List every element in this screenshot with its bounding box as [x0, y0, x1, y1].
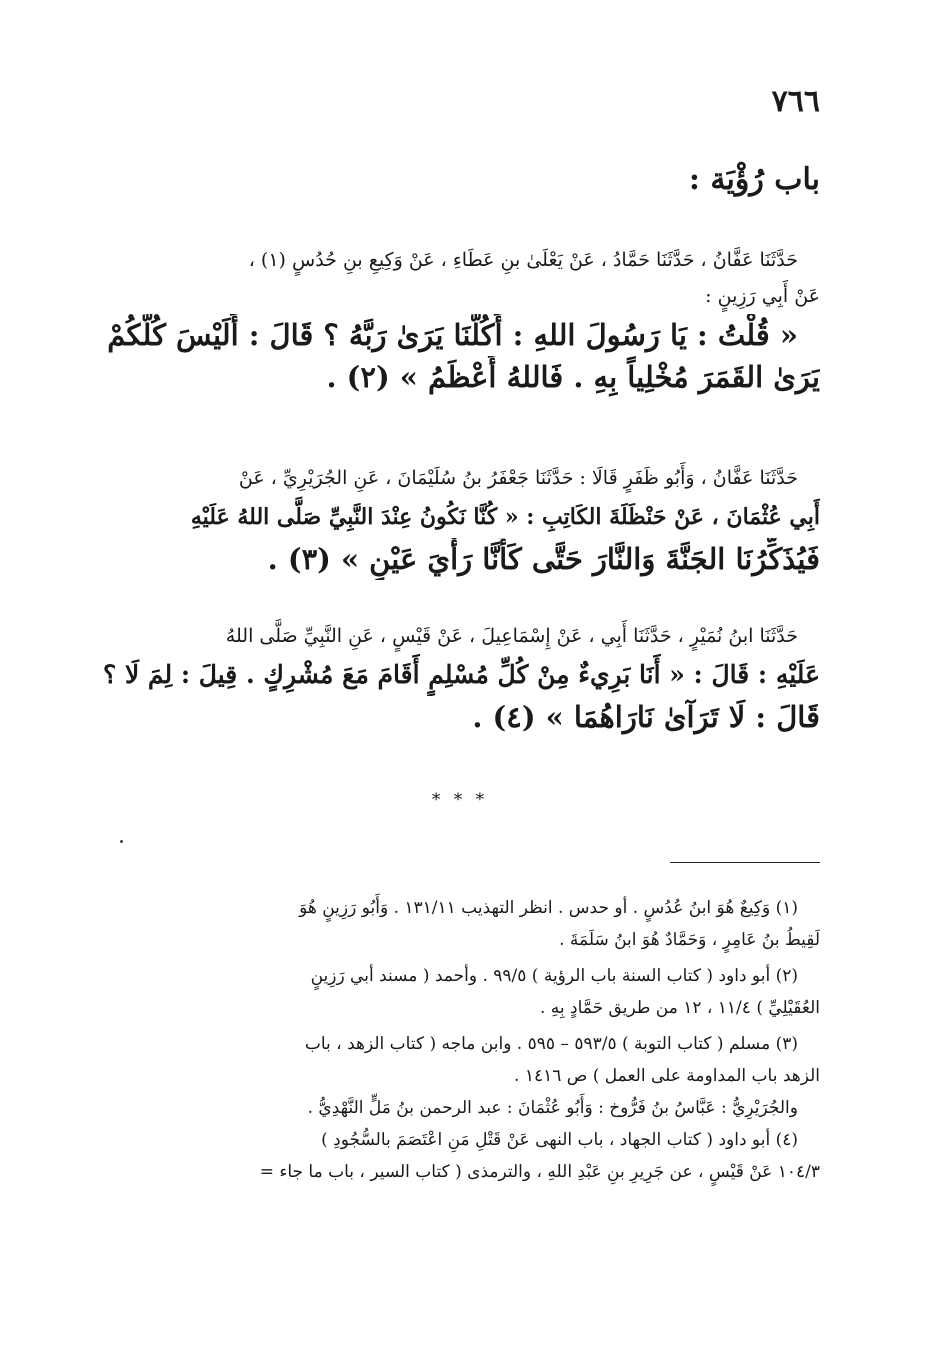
- footnote-line: والجُرَيْرِيُّ : عَبَّاسُ بنُ فَرُّوخ : وَأَبُو عُثْمَانَ : عبد الرحمن بنُ مَلٍّ النَّهْدِيُّ .: [307, 1098, 798, 1118]
- hadith-1-matn-line: يَرَىٰ القَمَرَ مُخْلِياً بِهِ . فَاللهُ أَعْظَمُ » (٢) .: [326, 360, 820, 394]
- hadith-2-matn-line: فَيُذَكِّرُنَا الجَنَّةَ وَالنَّارَ حَتَّى كَأَنَّا رَأْيَ عَيْنٍ » (٣) .: [267, 542, 820, 576]
- hadith-1: [100, 242, 820, 398]
- footnote-line: (٤) أبو داود ( كتاب الجهاد ، باب النهى عَنْ قَتْلِ مَنِ اعْتَصَمَ بالسُّجُودِ ): [321, 1130, 798, 1150]
- hadith-1-isnad-line: حَدَّثَنَا عَفَّانُ ، حَدَّثَنَا حَمَّادُ ، عَنْ يَعْلَىٰ بنِ عَطَاءِ ، عَنْ وَكِيعِ بنِ حُدُسٍ (١) ،: [248, 249, 798, 271]
- footnote-divider: [670, 862, 820, 863]
- hadith-3-matn-line: عَلَيْهِ : قَالَ : « أَنَا بَرِيءٌ مِنْ كُلِّ مُسْلِمٍ أَقَامَ مَعَ مُشْرِكٍ . قِيلَ : لِمَ لَا ؟: [102, 660, 820, 689]
- footnote-line: العُقَيْلِيِّ ) ١١/٤ ، ١٢ من طريق حَمَّادٍ بِهِ .: [540, 998, 820, 1018]
- hadith-3-isnad-line: حَدَّثَنَا ابنُ نُمَيْرٍ ، حَدَّثَنَا أَبِي ، عَنْ إِسْمَاعِيلَ ، عَنْ قَيْسٍ ، عَنِ النَّبِيِّ صَلَّى اللهُ: [225, 625, 798, 647]
- hadith-1-isnad-line: عَنْ أَبِي رَزِينٍ :: [705, 285, 820, 307]
- hadith-2: [100, 460, 820, 580]
- footnote-line: ١٠٤/٣ عَنْ قَيْسٍ ، عن جَرِيرِ بنِ عَبْدِ اللهِ ، والترمذى ( كتاب السير ، باب ما جاء =: [259, 1162, 820, 1182]
- chapter-title: باب رُؤْيَة :: [688, 162, 820, 197]
- footnote-line: (١) وَكِيعٌ هُوَ ابنُ عُدُسٍ . أو حدس . انظر التهذيب ١٣١/١١ . وَأَبُو رَزِينٍ هُوَ: [299, 898, 798, 918]
- document-page: [100, 0, 820, 1352]
- hadith-2-matn-line: أَبِي عُثْمَانَ ، عَنْ حَنْظَلَةَ الكَاتِبِ : « كُنَّا نَكُونُ عِنْدَ النَّبِيِّ صَلَّى اللهُ عَلَيْهِ: [190, 504, 820, 530]
- hadith-3: [100, 618, 820, 738]
- hadith-1-matn-line: « قُلْتُ : يَا رَسُولَ اللهِ : أَكُلُّنَا يَرَىٰ رَبَّهُ ؟ قَالَ : أَلَيْسَ كُلُّكُمْ: [107, 318, 798, 352]
- footnote-line: لَقِيطُ بنُ عَامِرٍ ، وَحَمَّادٌ هُوَ ابنُ سَلَمَةَ .: [559, 930, 820, 950]
- footnote-line: الزهد باب المداومة على العمل ) ص ١٤١٦ .: [514, 1066, 820, 1086]
- section-separator: * * *: [431, 790, 489, 810]
- hadith-3-matn-line: قَالَ : لَا تَرَآىٰ نَارَاهُمَا » (٤) .: [472, 700, 820, 734]
- hadith-2-isnad-line: حَدَّثَنَا عَفَّانُ ، وَأَبُو ظَفَرٍ قَالَا : حَدَّثَنَا جَعْفَرُ بنُ سُلَيْمَانَ ، عَنِ الجُرَيْرِيِّ ، عَنْ: [238, 467, 798, 489]
- page-number: ٧٦٦: [771, 84, 820, 119]
- footnotes: [100, 892, 820, 1188]
- footnote-line: (٢) أبو داود ( كتاب السنة باب الرؤية ) ٩٩/٥ . وأحمد ( مسند أبي رَزِينٍ: [310, 966, 798, 986]
- footnote-line: (٣) مسلم ( كتاب التوبة ) ٥٩٣/٥ – ٥٩٥ . وابن ماجه ( كتاب الزهد ، باب: [304, 1034, 798, 1054]
- stray-dot: [120, 840, 123, 843]
